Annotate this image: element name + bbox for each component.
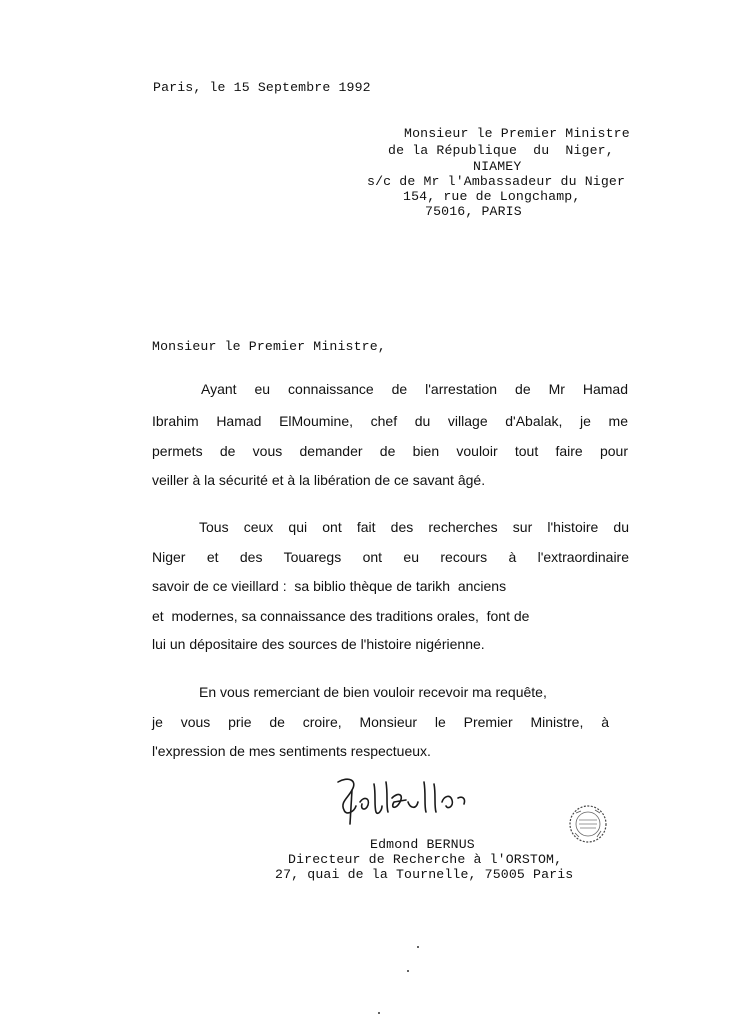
paragraph-line: veiller à la sécurité et à la libération de ce savant âgé. <box>152 472 486 488</box>
paragraph-line: Ibrahim Hamad ElMoumine, chef du village d'Abalak, je me <box>152 413 628 429</box>
paragraph-line: Niger et des Touaregs ont eu recours à l'extraordinaire <box>152 549 629 565</box>
paragraph-line: l'expression de mes sentiments respectueux. <box>152 743 431 759</box>
paragraph-line: Tous ceux qui ont fait des recherches sur l'histoire du <box>199 519 629 535</box>
salutation: Monsieur le Premier Ministre, <box>152 339 386 354</box>
paragraph-line: Ayant eu connaissance de l'arrestation de Mr Hamad <box>201 381 628 397</box>
paragraph-line: permets de vous demander de bien vouloir tout faire pour <box>152 443 628 459</box>
sender-name: Edmond BERNUS <box>370 837 475 852</box>
sender-address: 27, quai de la Tournelle, 75005 Paris <box>275 867 574 882</box>
scan-speck <box>417 946 419 948</box>
sender-title: Directeur de Recherche à l'ORSTOM, <box>288 852 563 867</box>
handwritten-signature <box>330 772 510 830</box>
paragraph-line: lui un dépositaire des sources de l'histoire nigérienne. <box>152 636 485 652</box>
recipient-line-6: 75016, PARIS <box>425 204 522 219</box>
recipient-line-4: s/c de Mr l'Ambassadeur du Niger <box>367 174 626 189</box>
recipient-line-5: 154, rue de Longchamp, <box>403 189 581 204</box>
date-line: Paris, le 15 Septembre 1992 <box>153 80 371 95</box>
paragraph-line: et modernes, sa connaissance des traditions orales, font de <box>152 608 530 624</box>
paragraph-line: je vous prie de croire, Monsieur le Premier Ministre, à <box>152 714 609 730</box>
archive-stamp <box>567 803 609 845</box>
paragraph-line: savoir de ce vieillard : sa biblio thèque de tarikh anciens <box>152 578 507 594</box>
paragraph-line: En vous remerciant de bien vouloir recevoir ma requête, <box>199 684 547 700</box>
recipient-line-1: Monsieur le Premier Ministre <box>404 126 630 141</box>
scan-speck <box>378 1012 380 1014</box>
scan-speck <box>407 970 409 972</box>
recipient-line-3: NIAMEY <box>473 159 522 174</box>
recipient-line-2: de la République du Niger, <box>388 143 614 158</box>
